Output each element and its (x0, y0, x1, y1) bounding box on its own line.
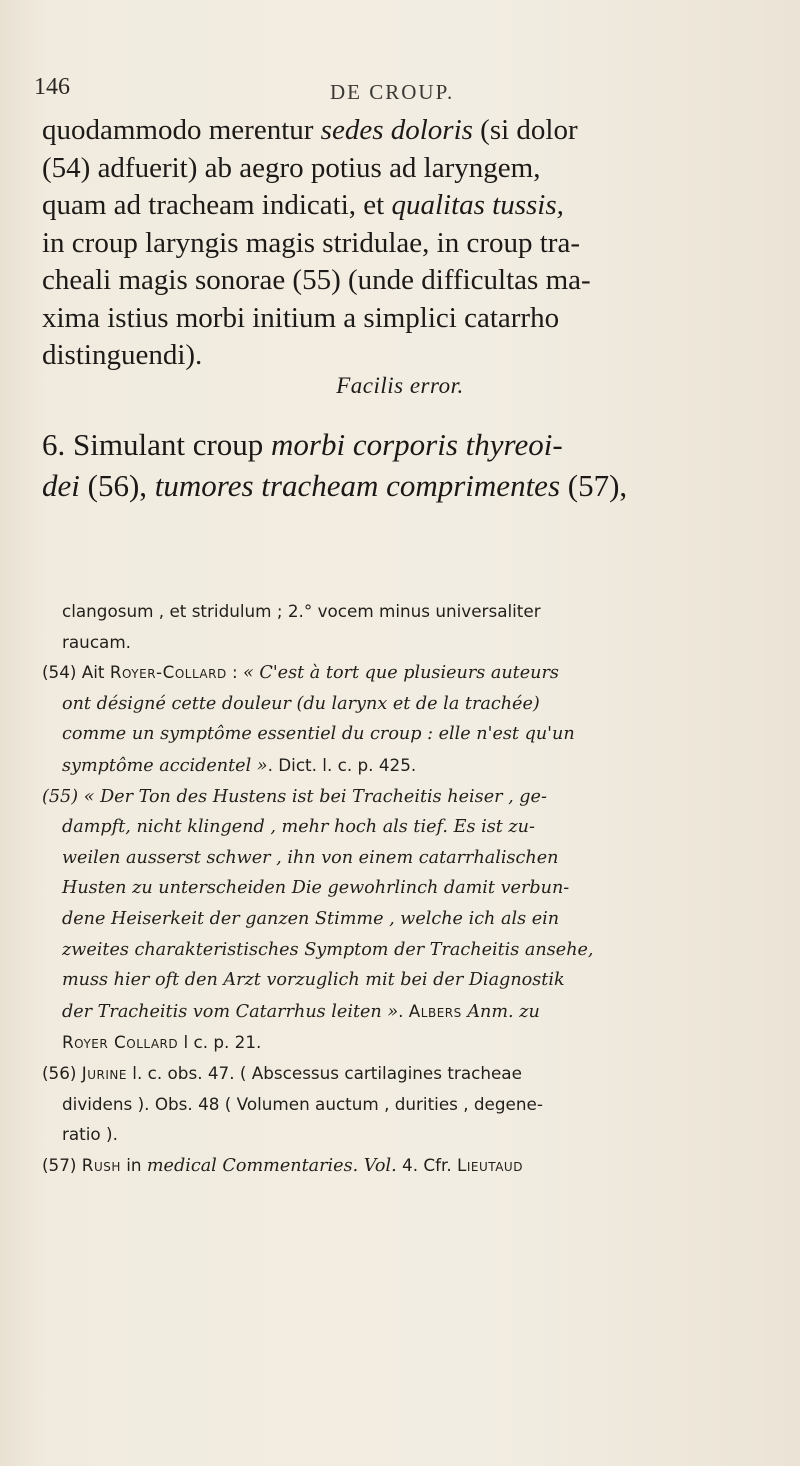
footnotes (42, 596, 782, 1181)
footnote-line: ont désigné cette douleur (du larynx et de la trachée) (62, 693, 540, 714)
footnote-line: muss hier oft den Arzt vorzuglich mit bei der Diagnostik (62, 970, 565, 991)
text-line: quam ad tracheam indicati, et qualitas tussis, (42, 189, 564, 221)
footnote-line: dampft, nicht klingend , mehr hoch als tief. Es ist zu- (62, 817, 535, 838)
text-line: in croup laryngis magis stridulae, in croup tra- (42, 226, 580, 259)
footnote-line: symptôme accidentel ». Dict. l. c. p. 425. (62, 754, 417, 776)
footnote-line: der Tracheitis vom Catarrhus leiten ». Albers Anm. zu (62, 1000, 540, 1022)
text-line: (54) adfuerit) ab aegro potius ad laryngem, (42, 151, 541, 184)
text-line: cheali magis sonorae (55) (unde difficultas ma- (42, 264, 591, 296)
text-line: quodammodo merentur sedes doloris (si dolor (42, 114, 578, 146)
main-paragraph (42, 112, 772, 375)
footnote-55: (55) « Der Ton des Hustens ist bei Tracheitis heiser , ge- (42, 786, 547, 807)
footnote-line: clangosum , et stridulum ; 2.° vocem minus universaliter (62, 601, 541, 621)
footnote-line: Husten zu unterscheiden Die gewohrlinch damit verbun- (62, 878, 570, 899)
footnote-line: zweites charakteristisches Symptom der Tracheitis ansehe, (62, 939, 594, 960)
running-head: DE CROUP. (330, 80, 455, 104)
footnote-line: Royer Collard l c. p. 21. (62, 1032, 262, 1053)
footnote-54: (54) Ait Royer-Collard : « C'est à tort que plusieurs auteurs (42, 662, 559, 684)
section-6-paragraph (42, 424, 782, 506)
text-line: xima istius morbi initium a simplici catarrho (42, 301, 560, 334)
footnote-line: ratio ). (62, 1124, 118, 1145)
footnote-line: weilen ausserst schwer , ihn von einem catarrhalischen (62, 847, 559, 868)
text-line: distinguendi). (42, 339, 203, 371)
footnote-57: (57) Rush in medical Commentaries. Vol. 4. Cfr. Lieutaud (42, 1154, 523, 1176)
page-number: 146 (34, 74, 70, 100)
footnote-line: comme un symptôme essentiel du croup : elle n'est qu'un (62, 724, 575, 745)
footnote-line: dene Heiserkeit der ganzen Stimme , welche ich als ein (62, 908, 560, 929)
footnote-56: (56) Jurine l. c. obs. 47. ( Abscessus cartilagines tracheae (42, 1062, 522, 1083)
section-heading: Facilis error. (336, 373, 464, 398)
text-line: 6. Simulant croup morbi corporis thyreoi- (42, 427, 563, 462)
footnote-line: raucam. (62, 631, 132, 652)
footnote-line: dividens ). Obs. 48 ( Volumen auctum , durities , degene- (62, 1093, 543, 1114)
text-line: dei (56), tumores tracheam comprimentes (57), (42, 468, 628, 503)
